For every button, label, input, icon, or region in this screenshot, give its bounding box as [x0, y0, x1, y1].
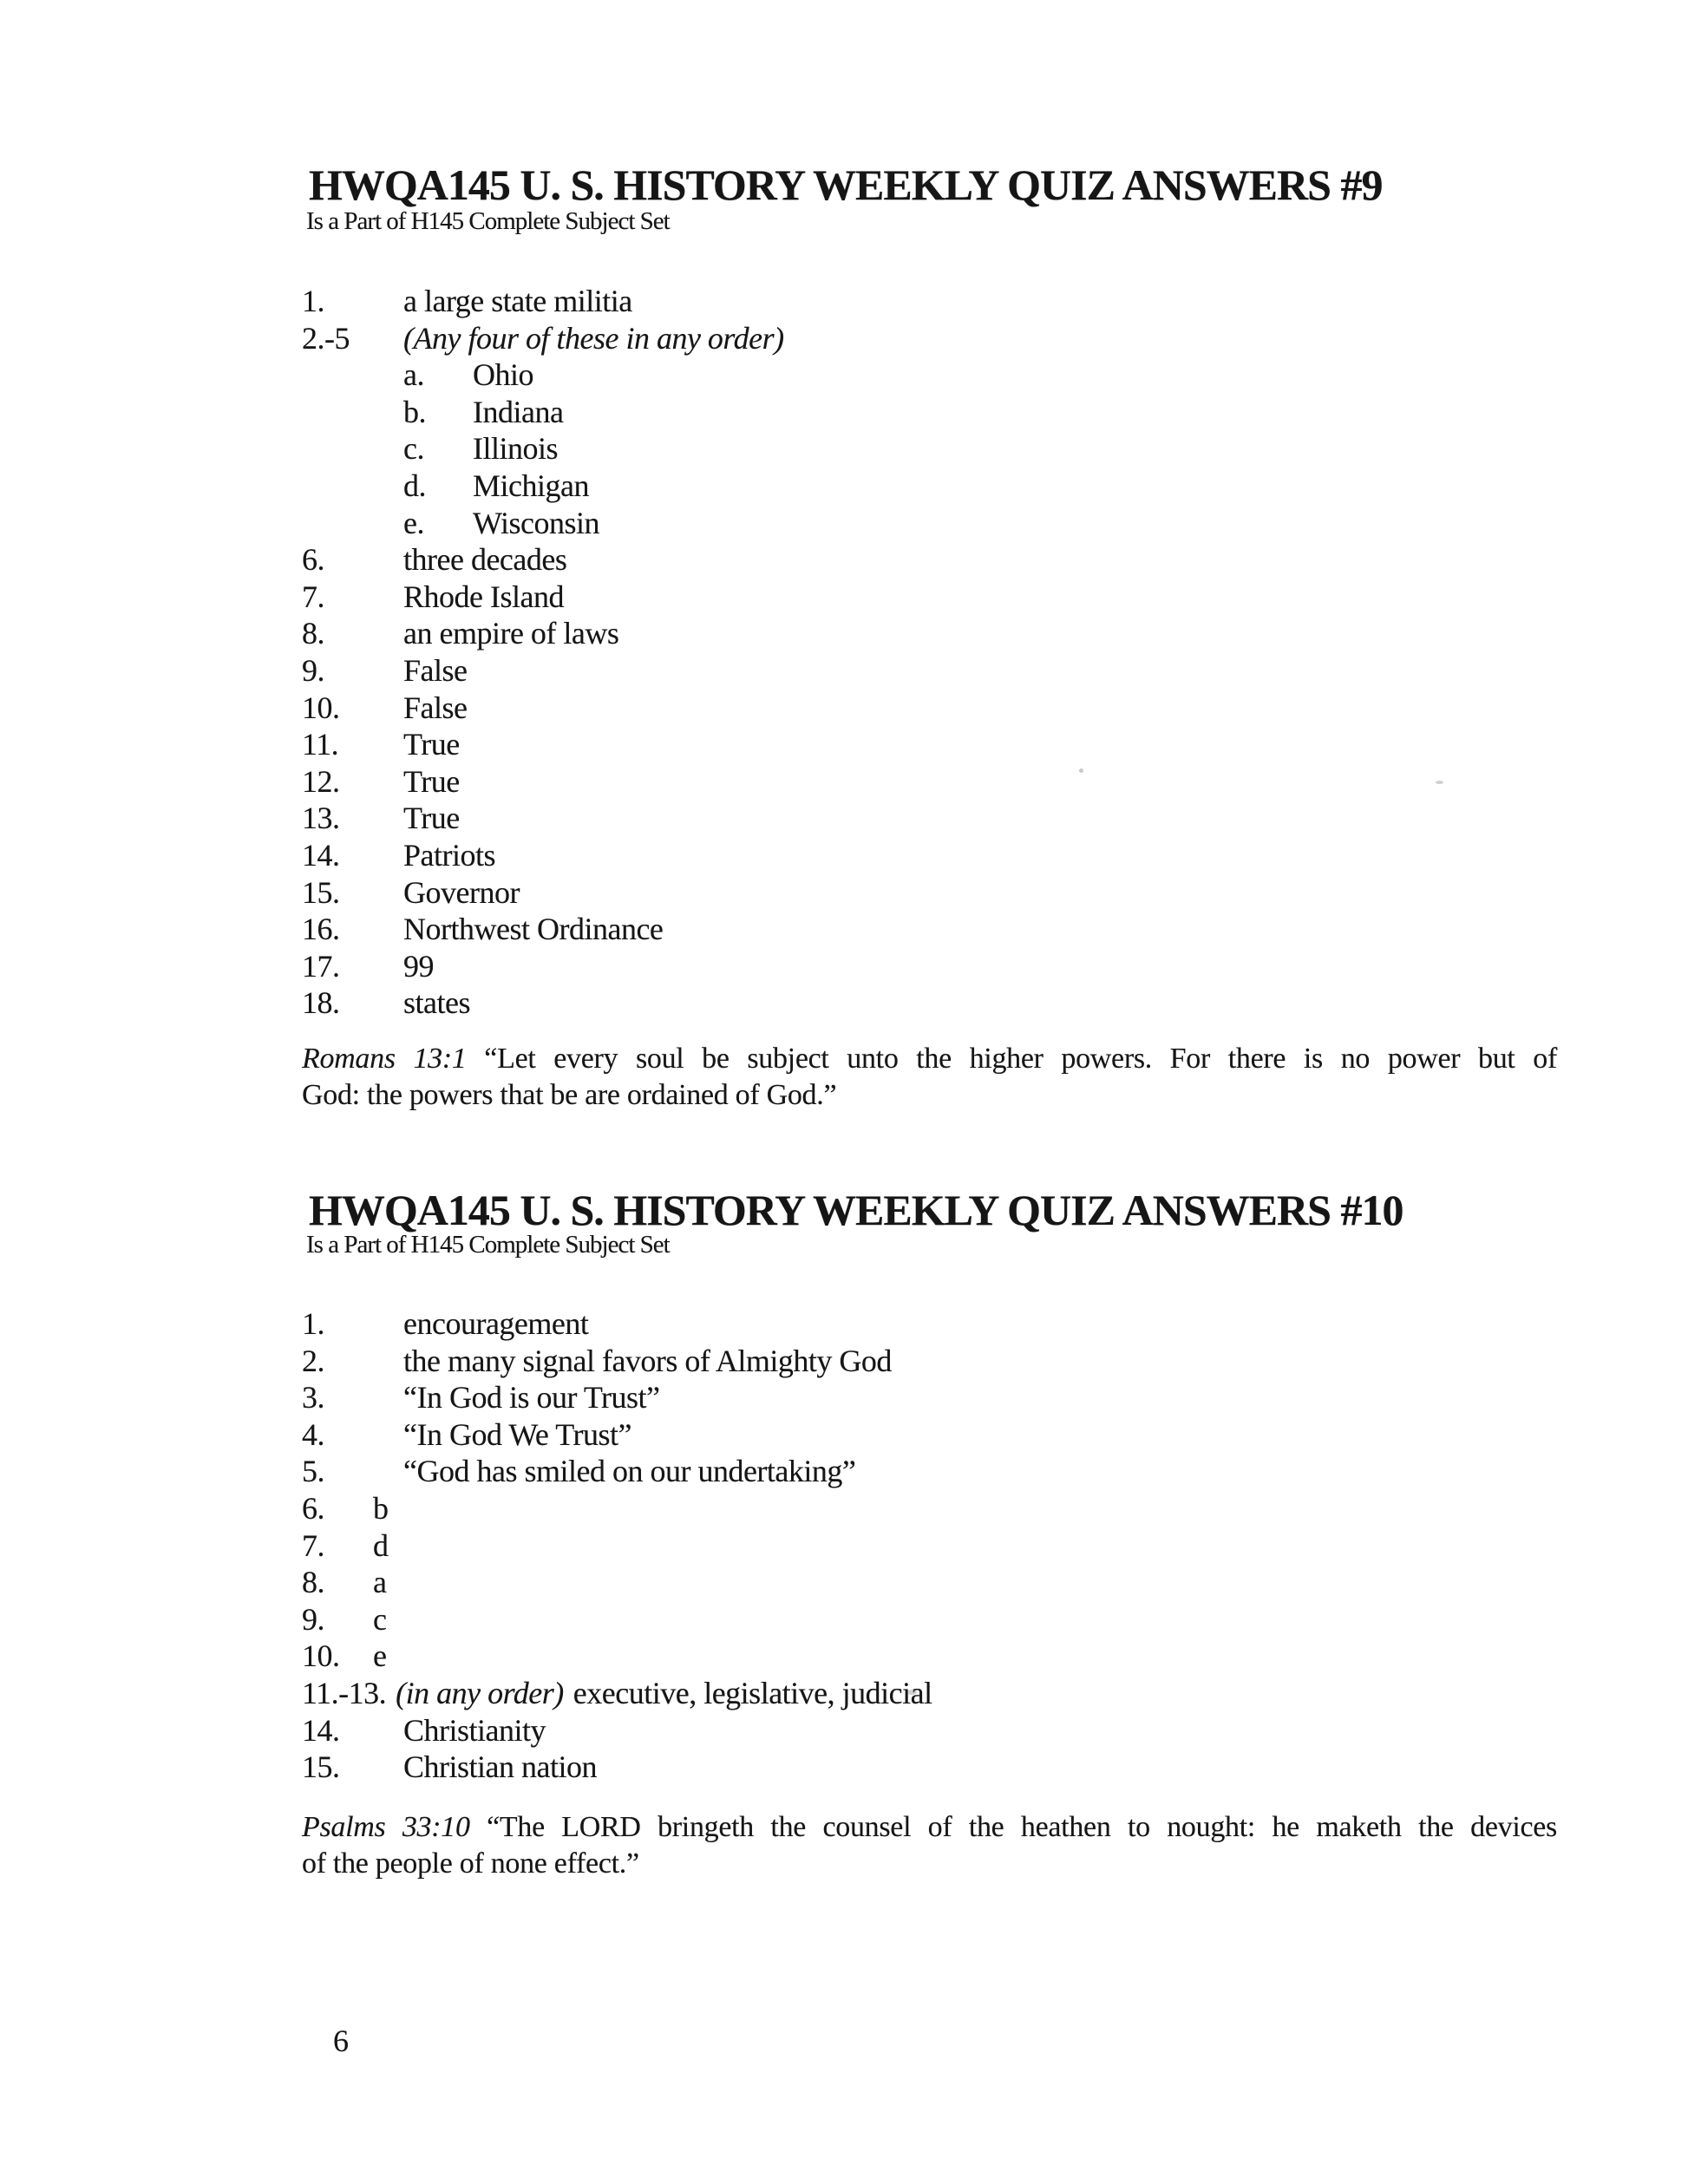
answer-number: 4.	[302, 1416, 324, 1452]
answer-number: 9.	[302, 1601, 324, 1637]
answer-text: Illinois	[473, 431, 559, 467]
answer-row	[302, 615, 784, 652]
answer-number: 16.	[302, 912, 340, 947]
answer-text: Michigan	[473, 468, 589, 503]
answer-text: d	[373, 1527, 389, 1563]
answer-number: 15.	[302, 874, 340, 910]
quiz9-answer-list	[302, 283, 784, 1022]
answer-row	[302, 468, 784, 505]
answer-letter: c.	[403, 431, 424, 467]
answer-row	[302, 1343, 932, 1380]
quiz9-title: HWQA145 U. S. HISTORY WEEKLY QUIZ ANSWERS #9	[309, 160, 1383, 209]
answer-number: 5.	[302, 1454, 324, 1489]
answer-number: 10.	[302, 690, 340, 725]
answer-row	[302, 1638, 932, 1675]
answer-row	[302, 430, 784, 468]
answer-number: 8.	[302, 1565, 324, 1600]
answer-text: “God has smiled on our undertaking”	[403, 1454, 856, 1489]
answer-letter: a.	[403, 357, 424, 393]
answer-text: an empire of laws	[403, 616, 619, 651]
answer-text: “In God is our Trust”	[403, 1380, 660, 1416]
answer-row	[302, 652, 784, 690]
answer-number: 1.	[302, 1306, 324, 1341]
answer-row	[302, 541, 784, 579]
answer-row	[302, 837, 784, 874]
answer-number: 14.	[302, 837, 340, 873]
answer-text: a large state militia	[403, 284, 632, 318]
answer-row	[302, 726, 784, 763]
answer-text: 99	[403, 948, 434, 984]
scan-speck	[907, 1690, 917, 1695]
answer-text: three decades	[403, 542, 567, 578]
answer-text: Governor	[403, 874, 520, 910]
answer-row	[302, 984, 784, 1022]
answer-text: True	[403, 801, 460, 836]
answer-row	[302, 1305, 932, 1343]
verse-text: “Let every soul be subject unto the higher powers. For there is no power but of	[466, 1043, 1557, 1075]
verse-text: of the people of none effect.”	[302, 1847, 639, 1880]
answer-number: 1.	[302, 284, 324, 318]
answer-note: (in any order)	[396, 1675, 564, 1710]
answer-row	[302, 1379, 932, 1416]
answer-text: True	[403, 727, 460, 762]
answer-number: 2.	[302, 1343, 324, 1378]
answer-text: True	[403, 763, 460, 799]
verse-line	[302, 1809, 1557, 1846]
answer-row	[302, 1601, 932, 1638]
answer-text: encouragement	[403, 1306, 589, 1341]
answer-text: (Any four of these in any order)	[403, 320, 784, 356]
answer-number: 18.	[302, 985, 340, 1021]
answer-number: 2.-5	[302, 320, 350, 356]
verse-text: God: the powers that be are ordained of God.”	[302, 1079, 837, 1111]
answer-text: states	[403, 985, 470, 1021]
verse-line	[302, 1041, 1557, 1077]
quiz10-answer-list	[302, 1305, 932, 1786]
answer-text: a	[373, 1565, 387, 1600]
answer-number: 17.	[302, 948, 340, 984]
answer-row	[302, 1453, 932, 1490]
answer-number: 7.	[302, 579, 324, 614]
answer-number: 6.	[302, 1490, 324, 1526]
answer-number: 15.	[302, 1749, 340, 1785]
answer-text: False	[403, 652, 468, 688]
answer-text: Christianity	[403, 1712, 546, 1748]
quiz10-subtitle: Is a Part of H145 Complete Subject Set	[306, 1231, 670, 1259]
answer-row	[302, 948, 784, 985]
answer-text: Patriots	[403, 837, 496, 873]
answer-row	[302, 1490, 932, 1527]
answer-number: 11.	[302, 727, 339, 762]
answer-text: e	[373, 1638, 387, 1674]
answer-row	[302, 1675, 932, 1712]
answer-text: False	[403, 690, 468, 725]
answer-text: Northwest Ordinance	[403, 912, 664, 947]
answer-row	[302, 283, 784, 320]
answer-row	[302, 505, 784, 542]
answer-number: 11.-13.	[302, 1675, 387, 1710]
answer-number: 6.	[302, 542, 324, 578]
answer-row	[302, 690, 784, 727]
answer-number: 7.	[302, 1527, 324, 1563]
answer-number: 3.	[302, 1380, 324, 1416]
answer-text: Wisconsin	[473, 505, 600, 540]
answer-text: Ohio	[473, 357, 533, 393]
answer-text: Rhode Island	[403, 579, 564, 614]
answer-text: the many signal favors of Almighty God	[403, 1343, 892, 1378]
answer-row	[302, 1527, 932, 1565]
answer-letter: b.	[403, 394, 426, 429]
quiz9-scripture-verse	[302, 1041, 1557, 1114]
answer-text: “In God We Trust”	[403, 1416, 631, 1452]
answer-row	[302, 1564, 932, 1601]
answer-row	[302, 800, 784, 837]
answer-row	[302, 579, 784, 616]
answer-row	[302, 1712, 932, 1749]
answer-row	[302, 1749, 932, 1786]
answer-text: b	[373, 1490, 389, 1526]
answer-row	[302, 320, 784, 357]
answer-text: c	[373, 1601, 387, 1637]
answer-row	[302, 763, 784, 801]
answer-number: 14.	[302, 1712, 340, 1748]
quiz9-subtitle: Is a Part of H145 Complete Subject Set	[306, 207, 670, 235]
answer-number: 13.	[302, 801, 340, 836]
answer-number: 12.	[302, 763, 340, 799]
answer-row	[302, 1416, 932, 1454]
answer-row	[302, 356, 784, 394]
page-number: 6	[333, 2024, 349, 2058]
answer-text: Indiana	[473, 394, 564, 429]
verse-reference: Psalms 33:10	[302, 1811, 470, 1843]
answer-row	[302, 911, 784, 948]
answer-number: 9.	[302, 652, 324, 688]
scan-speck	[1079, 768, 1083, 773]
scan-speck	[1436, 781, 1443, 784]
answer-row	[302, 394, 784, 431]
answer-text: executive, legislative, judicial	[572, 1675, 932, 1710]
answer-row	[302, 874, 784, 912]
verse-text: “The LORD bringeth the counsel of the heathen to nought: he maketh the devices	[469, 1811, 1557, 1843]
answer-letter: d.	[403, 468, 426, 503]
answer-text: Christian nation	[403, 1749, 597, 1785]
quiz10-title: HWQA145 U. S. HISTORY WEEKLY QUIZ ANSWERS #10	[309, 1186, 1403, 1234]
answer-letter: e.	[403, 505, 424, 540]
quiz10-scripture-verse	[302, 1809, 1557, 1882]
answer-number: 8.	[302, 616, 324, 651]
answer-number: 10.	[302, 1638, 340, 1674]
verse-reference: Romans 13:1	[302, 1043, 467, 1075]
